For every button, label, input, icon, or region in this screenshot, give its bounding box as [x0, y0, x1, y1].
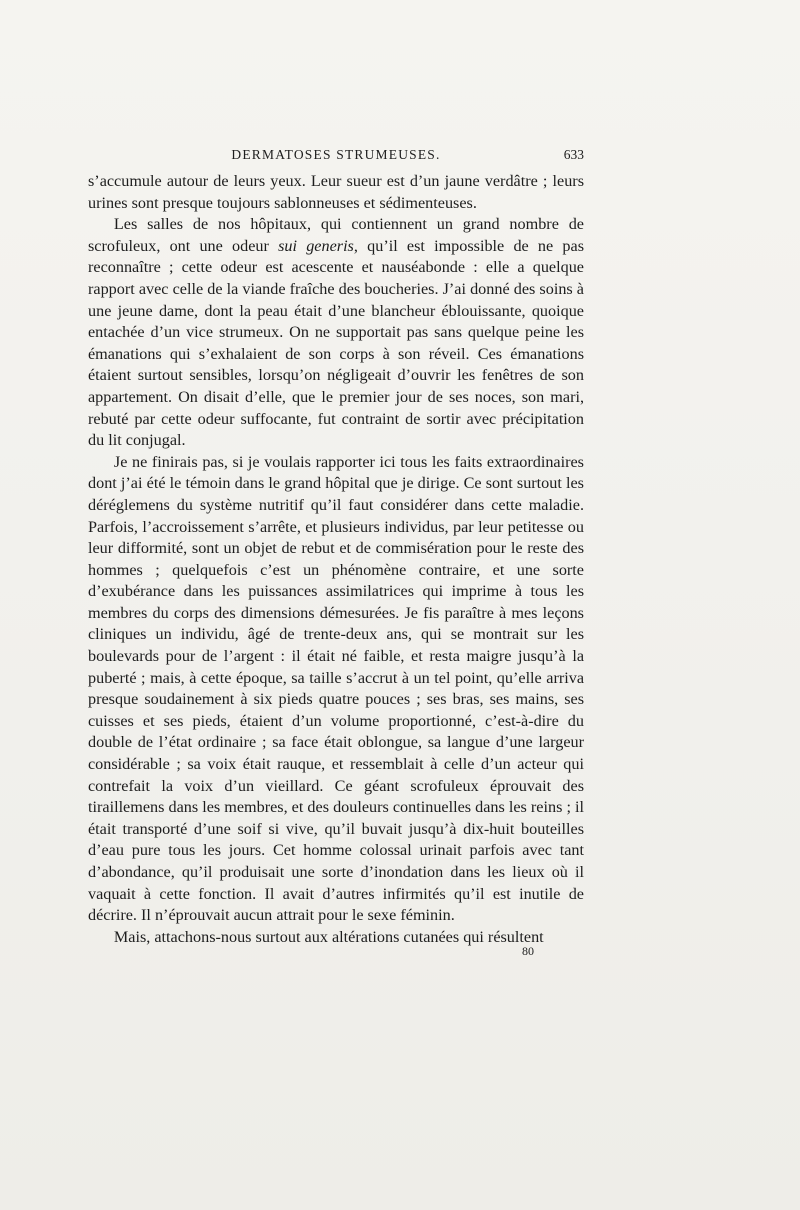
text-run: Mais, attachons-nous surtout aux altérations cutanées qui résultent	[113, 927, 544, 946]
paragraph	[88, 171, 584, 214]
paragraph	[88, 214, 584, 452]
body-text	[88, 171, 584, 948]
running-title: DERMATOSES STRUMEUSES.	[231, 147, 441, 162]
italic-run: sui generis	[278, 236, 354, 255]
text-run: Je ne finirais pas, si je voulais rapporter ici tous les faits extraordinaires dont j’ai été le témoin dans le grand hôpital que je dirige. Ce sont surtout les déréglemens du système nutritif qu’il faut considérer dans cette maladie. Parfois, l’accroissement s’arrête, et plusieurs individus, par leur petitesse ou leur difformité, sont un objet de rebut et de commisération pour le reste des hommes ; quelquefois c’est un phénomène contraire, et une sorte d’exubérance dans les puissances assimilatrices qui imprime à tous les membres du corps des dimensions démesurées. Je fis paraître à mes leçons cliniques un individu, âgé de trente-deux ans, qui se montrait sur les boulevards pour de l’argent : il était né faible, et resta maigre jusqu’à la puberté ; mais, à cette époque, sa taille s’accrut à un tel point, qu’elle arriva presque soudainement à six pieds quatre pouces ; ses bras, ses mains, ses cuisses et ses pieds, étaient d’un volume proportionné, c’est-à-dire du double de l’état ordinaire ; sa face était oblongue, sa langue d’une largeur considérable ; sa voix était rauque, et ressemblait à celle d’un acteur qui contrefait la voix d’un vieillard. Ce géant scrofuleux éprouvait des tiraillemens dans les membres, et des douleurs continuelles dans les reins ; il était transporté d’une soif si vive, qu’il buvait jusqu’à dix-huit bouteilles d’eau pure tous les jours. Cet homme colossal urinait parfois avec tant d’abondance, qu’il produisait une sorte d’inondation dans les lieux où il vaquait à cette fonction. Il avait d’autres infirmités qu’il est inutile de décrire. Il n’éprouvait aucun attrait pour le sexe féminin.	[88, 452, 584, 925]
signature-mark: 80	[522, 944, 534, 958]
page-number: 633	[563, 147, 584, 162]
paragraph	[88, 927, 584, 949]
text-run: , qu’il est impossible de ne pas reconnaître ; cette odeur est acescente et nauséabonde : elle a quelque rapport avec celle de la viande fraîche des boucheries. J’ai donné des soins à une jeune dame, dont la peau était d’une blancheur éblouissante, quoique entachée d’un vice strumeux. On ne supportait pas sans quelque peine les émanations qui s’exhalaient de son corps à son réveil. Ces émanations étaient surtout sensibles, lorsqu’on négligeait d’ouvrir les fenêtres de son appartement. On disait d’elle, que le premier jour de ses noces, son mari, rebuté par cette odeur suffocante, fut contraint de sortir avec précipitation du lit conjugal.	[88, 236, 584, 450]
page-header	[88, 147, 584, 169]
text-run: Les salles de nos hôpitaux, qui contiennent un grand nombre de scrofuleux, ont une odeur	[88, 215, 584, 255]
text-run: s’accumule autour de leurs yeux. Leur sueur est d’un jaune verdâtre ; leurs urines sont presque toujours sablonneuses et sédimenteuses.	[88, 172, 584, 212]
paragraph	[88, 452, 584, 927]
